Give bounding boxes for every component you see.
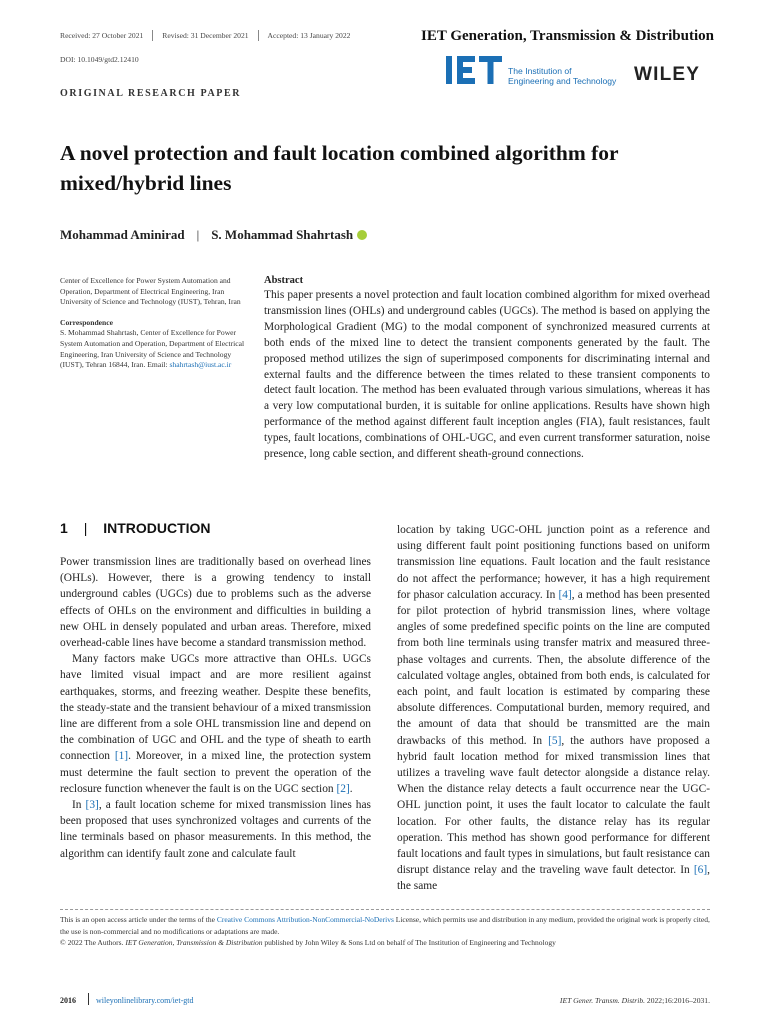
copyright-text: © 2022 The Authors. IET Generation, Transmission & Distribution published by John Wiley & Sons Ltd on behalf of The Institution of Engineering and Technology (60, 938, 556, 948)
doi[interactable]: DOI: 10.1049/gtd2.12410 (60, 55, 139, 64)
divider (152, 30, 153, 41)
article-type: ORIGINAL RESEARCH PAPER (60, 88, 242, 99)
author-list (60, 227, 367, 243)
footnote-divider (60, 909, 710, 910)
paragraph: Many factors make UGCs more attractive than OHLs. UGCs have limited visual impact and are more resilient against earthquakes, storms, and freezing weather. Despite these benefits, the steady-state and the transient behaviour of a mixed transmission line are different from a sole OHL transmission line and depend on the combination of UGC and OHL and the type of sheath to earth connection [1]. Moreover, in a mixed line, the protection system must determine the fault section to prevent the operation of the reclosure function whenever the fault is on the UGC section [2]. (60, 653, 371, 795)
citation-link[interactable]: [5] (548, 734, 562, 747)
affiliation-panel (60, 276, 250, 371)
citation-info: IET Gener. Transm. Distrib. 2022;16:2016–2031. (559, 996, 710, 1005)
body-column-right (397, 522, 710, 895)
paragraph: Power transmission lines are traditionally based on overhead lines (OHLs). However, there is a growing tendency to install underground cables (UGCs) due to problems such as the adverse effects of OHLs on the environment and difficulties in building a new OHL in densely populated and urban areas. Therefore, mixed overhead-cable lines have become a standard transmission method. (60, 556, 371, 650)
author-separator: | (196, 227, 200, 242)
author-1[interactable]: Mohammad Aminirad (60, 227, 185, 242)
iet-logo-icon (446, 56, 502, 84)
body-column-left (60, 554, 371, 862)
received-date: Received: 27 October 2021 (60, 31, 144, 40)
section-heading (60, 520, 211, 536)
journal-url-link[interactable]: wileyonlinelibrary.com/iet-gtd (96, 996, 194, 1005)
correspondence-text (60, 328, 250, 370)
page-number: 2016 (60, 996, 76, 1005)
paper-title: A novel protection and fault location combined algorithm for mixed/hybrid lines (60, 141, 619, 195)
citation-link[interactable]: [1] (114, 750, 129, 763)
section-title: INTRODUCTION (103, 520, 211, 536)
email-label: Email: (147, 360, 168, 370)
affiliation: Center of Excellence for Power System Automation and Operation, Department of Electrical Engineering, Iran University of Science and Technology (IUST), Tehran, Iran (60, 276, 241, 307)
license-link[interactable]: Creative Commons Attribution-NonCommercial-NoDerivs (216, 915, 394, 924)
email-link[interactable]: shahrtash@iust.ac.ir (169, 360, 232, 370)
correspondence-address: S. Mohammad Shahrtash, Center of Excellence for Power System Automation and Operation, Department of Electrical Engineering, Iran University of Science and Technology (IUST), Tehran 16844, Iran. (60, 328, 245, 370)
author-2[interactable]: S. Mohammad Shahrtash (211, 227, 354, 242)
submission-dates (60, 30, 350, 41)
paragraph: In [3], a fault location scheme for mixed transmission lines has been proposed that uses synchronized voltages and currents of the line terminals based on phasor measurements. In this method, the algorithm can identify fault zone and calculate fault (60, 799, 371, 860)
iet-line-2: Engineering and Technology (508, 76, 617, 86)
paragraph: location by taking UGC-OHL junction point as a reference and using different fault point positioning functions based on uniform transmission line equations. Fault location and the fault resistance do not affect the performance; however, it has a high requirement for phasor calculation accuracy. In [4], a method has been presented for pilot protection of hybrid transmission lines, where voltage angles of some predefined specific points on the line are computed from both line terminals using transfer matrix and measured three-phase voltages and currents. Then, the absolute difference of the calculated voltage angles, obtained from both ends, is calculated for each point, and fault location is estimated by comparing these absolute differences. Computational burden, memory required, and the amount of data that should be transmitted are the main drawbacks of this method. In [5], the authors have proposed a hybrid fault location method for mixed transmission lines that utilizes a traveling wave fault detector alongside a distance relay. When the distance relay detects a fault occurrence near the UGC-OHL junction point, it uses the fault locator to calculate the fault location. For other faults, the distance relay has its regular operation. This method has shown good performance for different fault locations and fault types in simulations, but fault resistance can disrupt distance relay and the traveling wave fault detector. In [6], the same (397, 524, 710, 893)
citation-link[interactable]: [3] (85, 799, 99, 812)
license-text: This is an open access article under the terms of the Creative Commons Attribution-NonCommercial-NoDerivs License, which permits use and distribution in any medium, provided the original work is properly cited, the use is non-commercial and no modifications or adaptations are made. (60, 915, 710, 936)
revised-date: Revised: 31 December 2021 (162, 31, 249, 40)
abstract-text: This paper presents a novel protection and fault location combined algorithm for mixed overhead transmission lines (OHLs) and underground cables (UGCs). The method is based on applying the Morphological Gradient (MG) to the modal component of synchronized measured currents at both ends of the mixed line to detect the transient components generated by the fault. The proposed method utilizes the sign of superimposed components for discriminating internal and external faults and the difference between the times related to these transient components to detect fault location. The method has been evaluated through various simulations, whereas it has a very low computational burden, it is suitable for online applications. Results have shown high performance of the method against different fault inception angles (FIA), fault resistances, fault types, fault locations, combinations of OHL-UGC, and even current transformer saturation, noise presence, long cable section, and different sheath-ground connections. (264, 289, 710, 461)
citation-link[interactable]: [2] (336, 782, 350, 795)
correspondence-heading: Correspondence (60, 317, 114, 327)
divider (258, 30, 259, 41)
abstract-heading: Abstract (264, 275, 304, 286)
section-number: 1 (60, 520, 68, 536)
citation-link[interactable]: [6] (693, 864, 708, 877)
journal-title (412, 27, 714, 45)
journal-name: IET Generation, Transmission & Distribution (421, 27, 714, 44)
divider (88, 993, 89, 1005)
orcid-icon[interactable] (357, 230, 367, 240)
section-separator: | (83, 520, 88, 536)
iet-line-1: The Institution of (508, 66, 572, 76)
abstract-section (264, 274, 710, 463)
accepted-date: Accepted: 13 January 2022 (267, 31, 351, 40)
citation-link[interactable]: [4] (558, 588, 572, 601)
iet-wordmark (508, 66, 616, 86)
publisher-logo: WILEY (634, 64, 701, 85)
license-notice (60, 914, 712, 949)
